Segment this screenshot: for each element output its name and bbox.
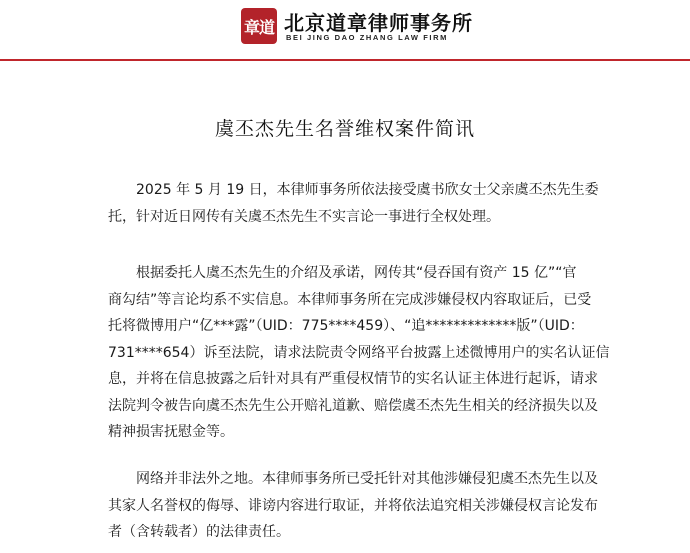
paragraph-line: 息，并将在信息披露之后针对具有严重侵权情节的实名认证主体进行起诉，请求	[108, 371, 598, 387]
logo-glyph: 章道	[243, 17, 274, 37]
header-divider	[0, 59, 690, 61]
paragraph-line: 者（含转载者）的法律责任。	[108, 524, 290, 540]
firm-name-cn: 北京道章律师事务所	[284, 11, 473, 35]
paragraph-1	[108, 177, 608, 230]
paragraph-line: 法院判令被告向虞丕杰先生公开赔礼道歉、赔偿虞丕杰先生相关的经济损失以及	[108, 397, 598, 414]
document-title: 虞丕杰先生名誉维权案件简讯	[214, 118, 475, 140]
paragraph-line: 2025 年 5 月 19 日，本律师事务所依法接受虞书欣女士父亲虞丕杰先生委	[108, 182, 599, 198]
paragraph-line: 根据委托人虞丕杰先生的介绍及承诺，网传其“侵吞国有资产 15 亿”“官	[108, 265, 577, 281]
paragraph-line: 其家人名誉权的侮辱、诽谤内容进行取证，并将依法追究相关涉嫌侵权言论发布	[108, 497, 598, 514]
letterhead	[0, 0, 690, 56]
paragraph-line: 731****654）诉至法院，请求法院责令网络平台披露上述微博用户的实名认证信	[108, 344, 610, 361]
paragraph-line: 精神损害抚慰金等。	[108, 424, 234, 440]
firm-name-en: BEI JING DAO ZHANG LAW FIRM	[286, 33, 448, 42]
paragraph-2	[108, 260, 608, 446]
paragraph-3	[108, 466, 608, 546]
paragraph-line: 托将微博用户“亿***露”（UID：775****459）、“追*************版”（UID：	[108, 318, 584, 334]
firm-logo	[241, 8, 277, 44]
paragraph-line: 商勾结”等言论均系不实信息。本律师事务所在完成涉嫌侵权内容取证后，已受	[108, 291, 592, 308]
paragraph-line: 托，针对近日网传有关虞丕杰先生不实言论一事进行全权处理。	[108, 208, 500, 225]
paragraph-line: 网络并非法外之地。本律师事务所已受托针对其他涉嫌侵犯虞丕杰先生以及	[108, 471, 598, 487]
